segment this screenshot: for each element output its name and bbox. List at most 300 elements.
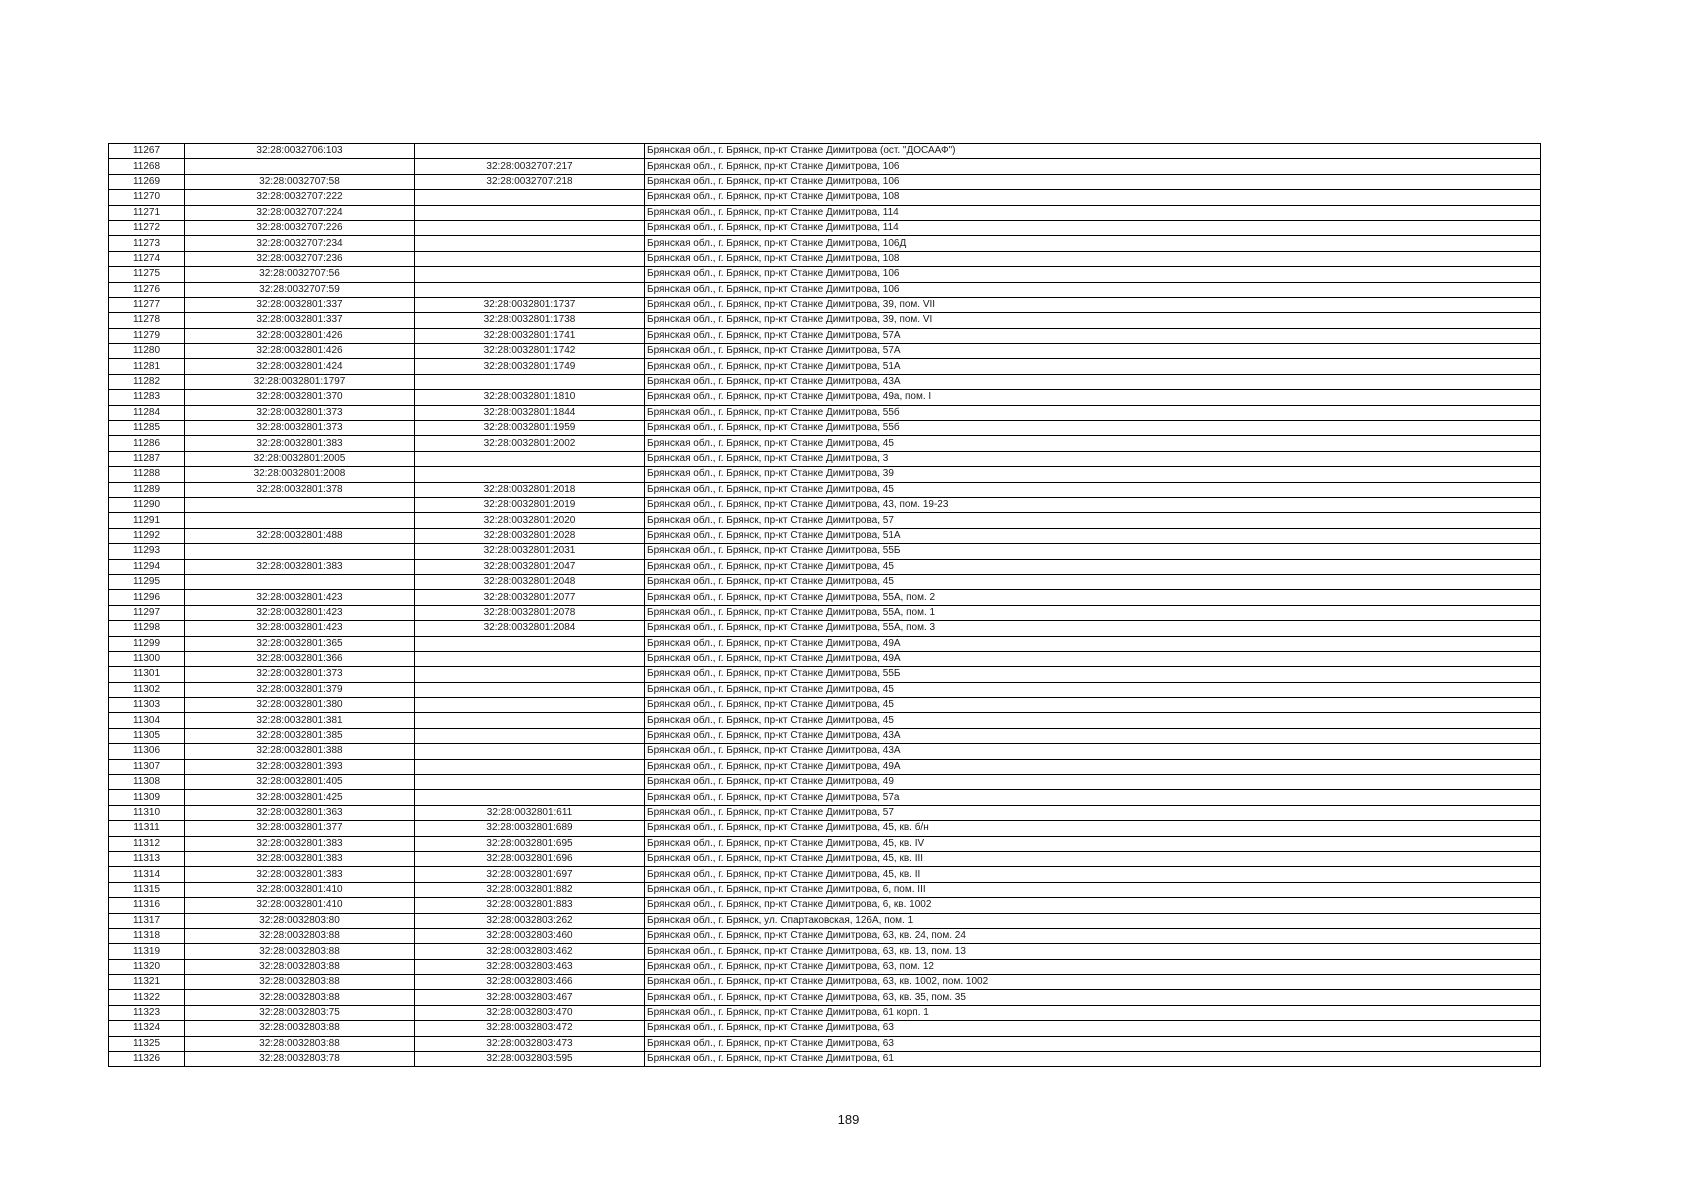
- related-cadastral-number-cell: [415, 220, 645, 235]
- related-cadastral-number-cell: 32:28:0032803:466: [415, 975, 645, 990]
- related-cadastral-number-cell: 32:28:0032801:689: [415, 821, 645, 836]
- address-cell: Брянская обл., г. Брянск, пр-кт Станке Димитрова, 55Б: [645, 667, 1541, 682]
- cadastral-number-cell: 32:28:0032801:337: [185, 297, 415, 312]
- row-number-cell: 11287: [109, 451, 185, 466]
- table-row: [109, 682, 1541, 697]
- related-cadastral-number-cell: [415, 467, 645, 482]
- address-cell: Брянская обл., г. Брянск, пр-кт Станке Димитрова, 6, кв. 1002: [645, 898, 1541, 913]
- row-number-cell: 11277: [109, 297, 185, 312]
- table-row: [109, 1036, 1541, 1051]
- cadastral-number-cell: 32:28:0032801:383: [185, 436, 415, 451]
- cadastral-number-cell: 32:28:0032801:370: [185, 390, 415, 405]
- cadastral-number-cell: 32:28:0032803:80: [185, 913, 415, 928]
- related-cadastral-number-cell: [415, 790, 645, 805]
- related-cadastral-number-cell: 32:28:0032801:2048: [415, 574, 645, 589]
- related-cadastral-number-cell: [415, 251, 645, 266]
- related-cadastral-number-cell: [415, 744, 645, 759]
- row-number-cell: 11310: [109, 805, 185, 820]
- cadastral-number-cell: 32:28:0032801:380: [185, 698, 415, 713]
- address-cell: Брянская обл., г. Брянск, пр-кт Станке Димитрова, 106: [645, 282, 1541, 297]
- row-number-cell: 11273: [109, 236, 185, 251]
- row-number-cell: 11293: [109, 544, 185, 559]
- cadastral-number-cell: 32:28:0032803:88: [185, 928, 415, 943]
- table-row: [109, 574, 1541, 589]
- table-row: [109, 867, 1541, 882]
- related-cadastral-number-cell: [415, 451, 645, 466]
- row-number-cell: 11304: [109, 713, 185, 728]
- table-row: [109, 313, 1541, 328]
- related-cadastral-number-cell: 32:28:0032801:695: [415, 836, 645, 851]
- row-number-cell: 11323: [109, 1005, 185, 1020]
- cadastral-number-cell: 32:28:0032707:234: [185, 236, 415, 251]
- row-number-cell: 11290: [109, 497, 185, 512]
- address-cell: Брянская обл., г. Брянск, пр-кт Станке Димитрова, 45, кв. II: [645, 867, 1541, 882]
- address-cell: Брянская обл., г. Брянск, пр-кт Станке Димитрова, 45: [645, 698, 1541, 713]
- row-number-cell: 11305: [109, 728, 185, 743]
- row-number-cell: 11297: [109, 605, 185, 620]
- row-number-cell: 11325: [109, 1036, 185, 1051]
- table-row: [109, 759, 1541, 774]
- row-number-cell: 11289: [109, 482, 185, 497]
- row-number-cell: 11301: [109, 667, 185, 682]
- cadastral-number-cell: 32:28:0032801:410: [185, 882, 415, 897]
- table-row: [109, 928, 1541, 943]
- table-row: [109, 790, 1541, 805]
- address-cell: Брянская обл., г. Брянск, пр-кт Станке Димитрова, 6, пом. III: [645, 882, 1541, 897]
- related-cadastral-number-cell: 32:28:0032801:1749: [415, 359, 645, 374]
- table-row: [109, 959, 1541, 974]
- cadastral-number-cell: 32:28:0032801:388: [185, 744, 415, 759]
- row-number-cell: 11300: [109, 651, 185, 666]
- cadastral-number-cell: 32:28:0032803:88: [185, 944, 415, 959]
- address-cell: Брянская обл., г. Брянск, пр-кт Станке Димитрова, 63, кв. 24, пом. 24: [645, 928, 1541, 943]
- row-number-cell: 11279: [109, 328, 185, 343]
- address-cell: Брянская обл., г. Брянск, пр-кт Станке Димитрова, 57: [645, 513, 1541, 528]
- row-number-cell: 11280: [109, 344, 185, 359]
- related-cadastral-number-cell: [415, 144, 645, 159]
- related-cadastral-number-cell: [415, 667, 645, 682]
- related-cadastral-number-cell: 32:28:0032801:697: [415, 867, 645, 882]
- row-number-cell: 11315: [109, 882, 185, 897]
- table-row: [109, 775, 1541, 790]
- table-row: [109, 1052, 1541, 1067]
- table-row: [109, 590, 1541, 605]
- table-row: [109, 451, 1541, 466]
- cadastral-number-cell: 32:28:0032801:424: [185, 359, 415, 374]
- table-row: [109, 328, 1541, 343]
- cadastral-number-cell: 32:28:0032801:1797: [185, 374, 415, 389]
- row-number-cell: 11319: [109, 944, 185, 959]
- related-cadastral-number-cell: 32:28:0032801:611: [415, 805, 645, 820]
- cadastral-number-cell: 32:28:0032803:75: [185, 1005, 415, 1020]
- cadastral-number-cell: 32:28:0032803:78: [185, 1052, 415, 1067]
- related-cadastral-number-cell: [415, 728, 645, 743]
- table-row: [109, 390, 1541, 405]
- cadastral-number-cell: 32:28:0032803:88: [185, 1036, 415, 1051]
- related-cadastral-number-cell: 32:28:0032801:882: [415, 882, 645, 897]
- cadastral-number-cell: 32:28:0032801:383: [185, 867, 415, 882]
- related-cadastral-number-cell: 32:28:0032803:467: [415, 990, 645, 1005]
- cadastral-number-cell: 32:28:0032801:373: [185, 405, 415, 420]
- table-row: [109, 374, 1541, 389]
- table-row: [109, 205, 1541, 220]
- related-cadastral-number-cell: [415, 205, 645, 220]
- table-row: [109, 513, 1541, 528]
- related-cadastral-number-cell: [415, 698, 645, 713]
- row-number-cell: 11278: [109, 313, 185, 328]
- address-cell: Брянская обл., г. Брянск, пр-кт Станке Димитрова, 45: [645, 713, 1541, 728]
- address-cell: Брянская обл., г. Брянск, пр-кт Станке Димитрова, 45, кв. III: [645, 851, 1541, 866]
- table-row: [109, 528, 1541, 543]
- page-number: 189: [837, 1112, 860, 1127]
- related-cadastral-number-cell: 32:28:0032801:2047: [415, 559, 645, 574]
- table-row: [109, 728, 1541, 743]
- row-number-cell: 11285: [109, 421, 185, 436]
- row-number-cell: 11267: [109, 144, 185, 159]
- related-cadastral-number-cell: [415, 236, 645, 251]
- table-row: [109, 882, 1541, 897]
- address-cell: Брянская обл., г. Брянск, пр-кт Станке Димитрова, 45: [645, 482, 1541, 497]
- related-cadastral-number-cell: [415, 775, 645, 790]
- table-row: [109, 698, 1541, 713]
- address-cell: Брянская обл., г. Брянск, пр-кт Станке Димитрова, 45, кв. б/н: [645, 821, 1541, 836]
- related-cadastral-number-cell: 32:28:0032801:1742: [415, 344, 645, 359]
- address-cell: Брянская обл., г. Брянск, пр-кт Станке Димитрова, 55А, пом. 3: [645, 621, 1541, 636]
- address-cell: Брянская обл., г. Брянск, пр-кт Станке Димитрова, 49А: [645, 651, 1541, 666]
- related-cadastral-number-cell: 32:28:0032803:472: [415, 1021, 645, 1036]
- row-number-cell: 11320: [109, 959, 185, 974]
- table-row: [109, 744, 1541, 759]
- table-row: [109, 544, 1541, 559]
- related-cadastral-number-cell: [415, 374, 645, 389]
- row-number-cell: 11298: [109, 621, 185, 636]
- address-cell: Брянская обл., г. Брянск, пр-кт Станке Димитрова, 55б: [645, 421, 1541, 436]
- table-row: [109, 267, 1541, 282]
- address-cell: Брянская обл., г. Брянск, пр-кт Станке Димитрова, 43, пом. 19-23: [645, 497, 1541, 512]
- related-cadastral-number-cell: 32:28:0032803:470: [415, 1005, 645, 1020]
- table-row: [109, 190, 1541, 205]
- cadastral-number-cell: 32:28:0032801:425: [185, 790, 415, 805]
- row-number-cell: 11309: [109, 790, 185, 805]
- related-cadastral-number-cell: 32:28:0032801:2078: [415, 605, 645, 620]
- row-number-cell: 11269: [109, 174, 185, 189]
- row-number-cell: 11307: [109, 759, 185, 774]
- related-cadastral-number-cell: [415, 636, 645, 651]
- address-cell: Брянская обл., г. Брянск, пр-кт Станке Димитрова, 3: [645, 451, 1541, 466]
- address-cell: Брянская обл., г. Брянск, пр-кт Станке Димитрова, 61: [645, 1052, 1541, 1067]
- related-cadastral-number-cell: [415, 759, 645, 774]
- cadastral-number-cell: 32:28:0032707:224: [185, 205, 415, 220]
- address-cell: Брянская обл., г. Брянск, пр-кт Станке Димитрова, 51А: [645, 528, 1541, 543]
- table-row: [109, 667, 1541, 682]
- cadastral-number-cell: 32:28:0032801:377: [185, 821, 415, 836]
- related-cadastral-number-cell: [415, 190, 645, 205]
- row-number-cell: 11295: [109, 574, 185, 589]
- address-cell: Брянская обл., г. Брянск, пр-кт Станке Димитрова, 57А: [645, 328, 1541, 343]
- related-cadastral-number-cell: 32:28:0032801:2020: [415, 513, 645, 528]
- cadastral-number-cell: 32:28:0032707:56: [185, 267, 415, 282]
- address-cell: Брянская обл., г. Брянск, пр-кт Станке Димитрова, 114: [645, 205, 1541, 220]
- table-row: [109, 421, 1541, 436]
- address-cell: Брянская обл., г. Брянск, пр-кт Станке Димитрова, 106: [645, 174, 1541, 189]
- table-row: [109, 174, 1541, 189]
- table-row: [109, 236, 1541, 251]
- row-number-cell: 11281: [109, 359, 185, 374]
- cadastral-number-cell: 32:28:0032801:383: [185, 559, 415, 574]
- row-number-cell: 11276: [109, 282, 185, 297]
- related-cadastral-number-cell: 32:28:0032803:595: [415, 1052, 645, 1067]
- row-number-cell: 11318: [109, 928, 185, 943]
- cadastral-number-cell: 32:28:0032801:378: [185, 482, 415, 497]
- table-row: [109, 497, 1541, 512]
- table-row: [109, 636, 1541, 651]
- cadastral-number-cell: 32:28:0032801:385: [185, 728, 415, 743]
- related-cadastral-number-cell: 32:28:0032801:1844: [415, 405, 645, 420]
- table-row: [109, 851, 1541, 866]
- related-cadastral-number-cell: 32:28:0032801:883: [415, 898, 645, 913]
- address-cell: Брянская обл., г. Брянск, пр-кт Станке Димитрова, 61 корп. 1: [645, 1005, 1541, 1020]
- related-cadastral-number-cell: 32:28:0032803:463: [415, 959, 645, 974]
- row-number-cell: 11292: [109, 528, 185, 543]
- address-cell: Брянская обл., г. Брянск, пр-кт Станке Димитрова, 106: [645, 267, 1541, 282]
- cadastral-number-cell: 32:28:0032801:423: [185, 621, 415, 636]
- related-cadastral-number-cell: 32:28:0032801:1741: [415, 328, 645, 343]
- cadastral-number-cell: 32:28:0032707:59: [185, 282, 415, 297]
- address-cell: Брянская обл., г. Брянск, пр-кт Станке Димитрова, 55Б: [645, 544, 1541, 559]
- related-cadastral-number-cell: 32:28:0032801:1737: [415, 297, 645, 312]
- cadastral-number-cell: 32:28:0032706:103: [185, 144, 415, 159]
- row-number-cell: 11296: [109, 590, 185, 605]
- row-number-cell: 11284: [109, 405, 185, 420]
- row-number-cell: 11275: [109, 267, 185, 282]
- related-cadastral-number-cell: 32:28:0032801:2084: [415, 621, 645, 636]
- cadastral-number-cell: 32:28:0032803:88: [185, 975, 415, 990]
- cadastral-number-cell: 32:28:0032801:373: [185, 667, 415, 682]
- cadastral-number-cell: 32:28:0032801:379: [185, 682, 415, 697]
- table-row: [109, 1005, 1541, 1020]
- row-number-cell: 11302: [109, 682, 185, 697]
- address-cell: Брянская обл., г. Брянск, пр-кт Станке Димитрова, 57А: [645, 344, 1541, 359]
- address-cell: Брянская обл., г. Брянск, пр-кт Станке Димитрова, 55б: [645, 405, 1541, 420]
- row-number-cell: 11317: [109, 913, 185, 928]
- row-number-cell: 11288: [109, 467, 185, 482]
- table-row: [109, 282, 1541, 297]
- related-cadastral-number-cell: [415, 682, 645, 697]
- row-number-cell: 11322: [109, 990, 185, 1005]
- table-row: [109, 913, 1541, 928]
- cadastral-number-cell: 32:28:0032801:423: [185, 605, 415, 620]
- row-number-cell: 11321: [109, 975, 185, 990]
- related-cadastral-number-cell: 32:28:0032801:2018: [415, 482, 645, 497]
- cadastral-number-cell: 32:28:0032801:410: [185, 898, 415, 913]
- address-cell: Брянская обл., г. Брянск, пр-кт Станке Димитрова, 45: [645, 574, 1541, 589]
- row-number-cell: 11308: [109, 775, 185, 790]
- table-row: [109, 944, 1541, 959]
- address-cell: Брянская обл., г. Брянск, пр-кт Станке Димитрова, 43А: [645, 728, 1541, 743]
- table-row: [109, 359, 1541, 374]
- related-cadastral-number-cell: 32:28:0032803:462: [415, 944, 645, 959]
- address-cell: Брянская обл., г. Брянск, пр-кт Станке Димитрова, 45: [645, 436, 1541, 451]
- row-number-cell: 11306: [109, 744, 185, 759]
- table-row: [109, 144, 1541, 159]
- cadastral-number-cell: 32:28:0032801:381: [185, 713, 415, 728]
- cadastral-number-cell: 32:28:0032801:383: [185, 836, 415, 851]
- row-number-cell: 11299: [109, 636, 185, 651]
- cadastral-number-cell: 32:28:0032801:393: [185, 759, 415, 774]
- address-cell: Брянская обл., г. Брянск, пр-кт Станке Димитрова, 51А: [645, 359, 1541, 374]
- table-row: [109, 605, 1541, 620]
- table-row: [109, 805, 1541, 820]
- address-cell: Брянская обл., г. Брянск, пр-кт Станке Димитрова, 39: [645, 467, 1541, 482]
- related-cadastral-number-cell: 32:28:0032801:2077: [415, 590, 645, 605]
- cadastral-number-cell: 32:28:0032801:423: [185, 590, 415, 605]
- related-cadastral-number-cell: [415, 282, 645, 297]
- address-cell: Брянская обл., г. Брянск, пр-кт Станке Димитрова, 57а: [645, 790, 1541, 805]
- address-cell: Брянская обл., г. Брянск, пр-кт Станке Димитрова, 39, пом. VII: [645, 297, 1541, 312]
- table-row: [109, 990, 1541, 1005]
- row-number-cell: 11283: [109, 390, 185, 405]
- address-cell: Брянская обл., г. Брянск, пр-кт Станке Димитрова, 49: [645, 775, 1541, 790]
- table-row: [109, 651, 1541, 666]
- cadastral-number-cell: 32:28:0032801:373: [185, 421, 415, 436]
- related-cadastral-number-cell: 32:28:0032803:262: [415, 913, 645, 928]
- table-row: [109, 344, 1541, 359]
- row-number-cell: 11272: [109, 220, 185, 235]
- address-cell: Брянская обл., г. Брянск, пр-кт Станке Димитрова, 63, кв. 1002, пом. 1002: [645, 975, 1541, 990]
- row-number-cell: 11268: [109, 159, 185, 174]
- cadastral-number-cell: 32:28:0032801:363: [185, 805, 415, 820]
- table-row: [109, 220, 1541, 235]
- table-row: [109, 482, 1541, 497]
- table-row: [109, 821, 1541, 836]
- address-cell: Брянская обл., г. Брянск, пр-кт Станке Димитрова, 63, пом. 12: [645, 959, 1541, 974]
- address-cell: Брянская обл., г. Брянск, пр-кт Станке Димитрова, 63: [645, 1036, 1541, 1051]
- cadastral-number-cell: [185, 513, 415, 528]
- row-number-cell: 11311: [109, 821, 185, 836]
- cadastral-number-cell: 32:28:0032801:365: [185, 636, 415, 651]
- related-cadastral-number-cell: 32:28:0032707:218: [415, 174, 645, 189]
- cadastral-number-cell: [185, 159, 415, 174]
- row-number-cell: 11326: [109, 1052, 185, 1067]
- table-row: [109, 559, 1541, 574]
- address-cell: Брянская обл., г. Брянск, пр-кт Станке Димитрова, 49А: [645, 759, 1541, 774]
- table-row: [109, 405, 1541, 420]
- row-number-cell: 11291: [109, 513, 185, 528]
- cadastral-number-cell: 32:28:0032803:88: [185, 990, 415, 1005]
- table-row: [109, 251, 1541, 266]
- cadastral-number-cell: [185, 497, 415, 512]
- table-row: [109, 836, 1541, 851]
- table-row: [109, 297, 1541, 312]
- related-cadastral-number-cell: 32:28:0032801:2031: [415, 544, 645, 559]
- address-cell: Брянская обл., г. Брянск, пр-кт Станке Димитрова, 45, кв. IV: [645, 836, 1541, 851]
- related-cadastral-number-cell: 32:28:0032801:2028: [415, 528, 645, 543]
- row-number-cell: 11282: [109, 374, 185, 389]
- cadastral-number-cell: 32:28:0032707:58: [185, 174, 415, 189]
- row-number-cell: 11271: [109, 205, 185, 220]
- table-row: [109, 621, 1541, 636]
- cadastral-number-cell: 32:28:0032801:366: [185, 651, 415, 666]
- row-number-cell: 11286: [109, 436, 185, 451]
- related-cadastral-number-cell: 32:28:0032801:2019: [415, 497, 645, 512]
- related-cadastral-number-cell: [415, 267, 645, 282]
- cadastral-number-cell: 32:28:0032801:488: [185, 528, 415, 543]
- related-cadastral-number-cell: 32:28:0032801:696: [415, 851, 645, 866]
- row-number-cell: 11324: [109, 1021, 185, 1036]
- cadastral-number-cell: 32:28:0032801:2008: [185, 467, 415, 482]
- related-cadastral-number-cell: 32:28:0032801:2002: [415, 436, 645, 451]
- table-row: [109, 975, 1541, 990]
- table-row: [109, 898, 1541, 913]
- cadastral-table: [108, 143, 1541, 1067]
- table-row: [109, 467, 1541, 482]
- address-cell: Брянская обл., г. Брянск, пр-кт Станке Димитрова, 63, кв. 13, пом. 13: [645, 944, 1541, 959]
- address-cell: Брянская обл., г. Брянск, пр-кт Станке Димитрова, 43А: [645, 374, 1541, 389]
- address-cell: Брянская обл., г. Брянск, пр-кт Станке Димитрова, 49А: [645, 636, 1541, 651]
- row-number-cell: 11274: [109, 251, 185, 266]
- cadastral-number-cell: 32:28:0032707:236: [185, 251, 415, 266]
- cadastral-number-cell: 32:28:0032801:426: [185, 328, 415, 343]
- cadastral-number-cell: 32:28:0032803:88: [185, 1021, 415, 1036]
- address-cell: Брянская обл., г. Брянск, пр-кт Станке Димитрова, 63, кв. 35, пом. 35: [645, 990, 1541, 1005]
- cadastral-number-cell: 32:28:0032801:383: [185, 851, 415, 866]
- address-cell: Брянская обл., г. Брянск, пр-кт Станке Димитрова, 55А, пом. 2: [645, 590, 1541, 605]
- table-row: [109, 1021, 1541, 1036]
- related-cadastral-number-cell: 32:28:0032803:460: [415, 928, 645, 943]
- address-cell: Брянская обл., г. Брянск, пр-кт Станке Димитрова, 114: [645, 220, 1541, 235]
- address-cell: Брянская обл., г. Брянск, пр-кт Станке Димитрова, 108: [645, 251, 1541, 266]
- address-cell: Брянская обл., г. Брянск, пр-кт Станке Димитрова, 45: [645, 682, 1541, 697]
- row-number-cell: 11294: [109, 559, 185, 574]
- row-number-cell: 11314: [109, 867, 185, 882]
- related-cadastral-number-cell: [415, 651, 645, 666]
- row-number-cell: 11303: [109, 698, 185, 713]
- table-row: [109, 713, 1541, 728]
- cadastral-number-cell: 32:28:0032707:222: [185, 190, 415, 205]
- related-cadastral-number-cell: 32:28:0032707:217: [415, 159, 645, 174]
- related-cadastral-number-cell: [415, 713, 645, 728]
- cadastral-number-cell: 32:28:0032801:337: [185, 313, 415, 328]
- address-cell: Брянская обл., г. Брянск, пр-кт Станке Димитрова, 43А: [645, 744, 1541, 759]
- address-cell: Брянская обл., г. Брянск, пр-кт Станке Димитрова, 39, пом. VI: [645, 313, 1541, 328]
- related-cadastral-number-cell: 32:28:0032803:473: [415, 1036, 645, 1051]
- address-cell: Брянская обл., г. Брянск, пр-кт Станке Димитрова, 106: [645, 159, 1541, 174]
- row-number-cell: 11313: [109, 851, 185, 866]
- cadastral-number-cell: 32:28:0032707:226: [185, 220, 415, 235]
- related-cadastral-number-cell: 32:28:0032801:1738: [415, 313, 645, 328]
- address-cell: Брянская обл., г. Брянск, пр-кт Станке Димитрова (ост. "ДОСААФ"): [645, 144, 1541, 159]
- address-cell: Брянская обл., г. Брянск, пр-кт Станке Димитрова, 63: [645, 1021, 1541, 1036]
- address-cell: Брянская обл., г. Брянск, пр-кт Станке Димитрова, 49а, пом. I: [645, 390, 1541, 405]
- address-cell: Брянская обл., г. Брянск, пр-кт Станке Димитрова, 45: [645, 559, 1541, 574]
- related-cadastral-number-cell: 32:28:0032801:1959: [415, 421, 645, 436]
- cadastral-number-cell: 32:28:0032801:405: [185, 775, 415, 790]
- cadastral-number-cell: 32:28:0032801:2005: [185, 451, 415, 466]
- address-cell: Брянская обл., г. Брянск, ул. Спартаковская, 126А, пом. 1: [645, 913, 1541, 928]
- address-cell: Брянская обл., г. Брянск, пр-кт Станке Димитрова, 106Д: [645, 236, 1541, 251]
- row-number-cell: 11270: [109, 190, 185, 205]
- table-row: [109, 159, 1541, 174]
- row-number-cell: 11312: [109, 836, 185, 851]
- related-cadastral-number-cell: 32:28:0032801:1810: [415, 390, 645, 405]
- table-row: [109, 436, 1541, 451]
- cadastral-table-body: [109, 144, 1541, 1067]
- cadastral-number-cell: [185, 544, 415, 559]
- row-number-cell: 11316: [109, 898, 185, 913]
- cadastral-number-cell: 32:28:0032803:88: [185, 959, 415, 974]
- cadastral-number-cell: 32:28:0032801:426: [185, 344, 415, 359]
- address-cell: Брянская обл., г. Брянск, пр-кт Станке Димитрова, 57: [645, 805, 1541, 820]
